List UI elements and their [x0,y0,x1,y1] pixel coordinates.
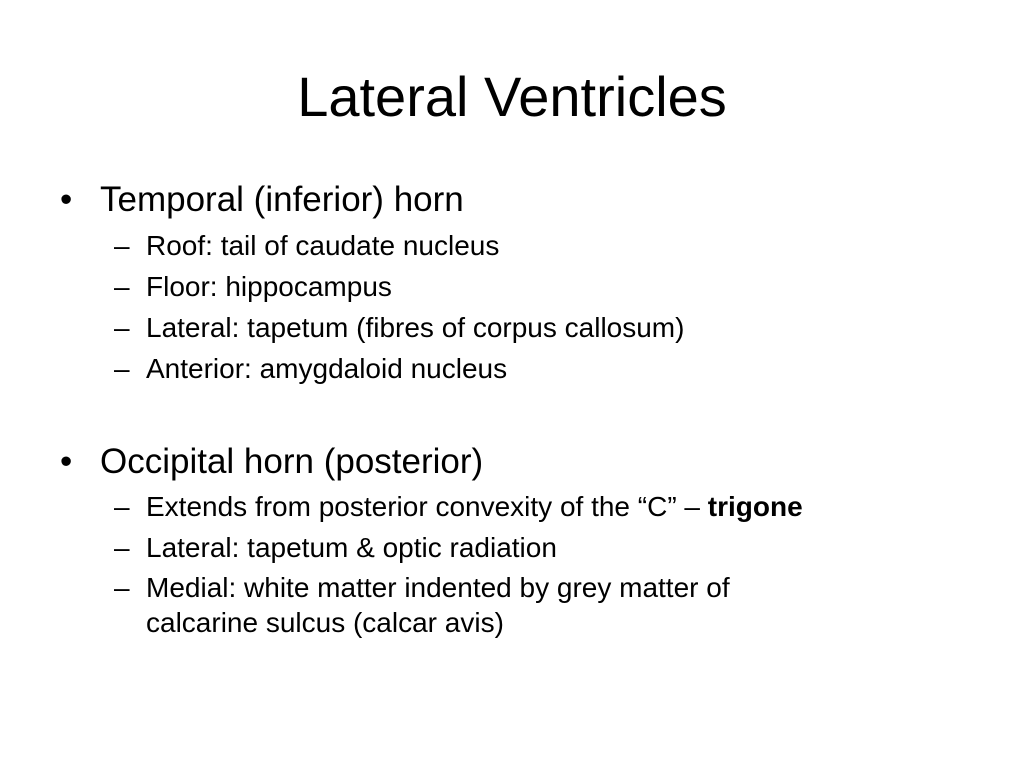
bullet-heading: Occipital horn (posterior) [100,442,484,481]
sub-bullet-marker: – [114,271,130,302]
sub-bullet-text: Anterior: amygdaloid nucleus [146,353,508,384]
sub-bullet-text-regular: Extends from posterior convexity of the “C” – [146,491,708,522]
bullet-marker: • [60,180,73,219]
sub-bullet-marker: – [114,230,130,261]
sub-bullet-text-bold: trigone [707,491,803,522]
bullet-marker: • [60,442,73,481]
sub-bullet-marker: – [114,312,130,343]
sub-bullet-marker: – [114,532,130,563]
sub-bullet-text-line: calcarine sulcus (calcar avis) [146,607,504,638]
bullet-heading: Temporal (inferior) horn [100,180,464,219]
sub-bullet-marker: – [114,353,130,384]
sub-bullet-text: Lateral: tapetum & optic radiation [146,532,557,563]
slide-title: Lateral Ventricles [297,65,727,128]
sub-bullet-text [146,570,730,640]
sub-bullet-marker: – [114,572,130,603]
sub-bullet-text-line: Medial: white matter indented by grey matter of [146,572,730,603]
sub-bullet-text: Floor: hippocampus [146,271,392,302]
sub-bullet-text [146,489,803,524]
sub-bullet-marker: – [114,491,130,522]
sub-bullet-text: Lateral: tapetum (fibres of corpus callosum) [146,312,685,343]
sub-bullet-text: Roof: tail of caudate nucleus [146,230,500,261]
